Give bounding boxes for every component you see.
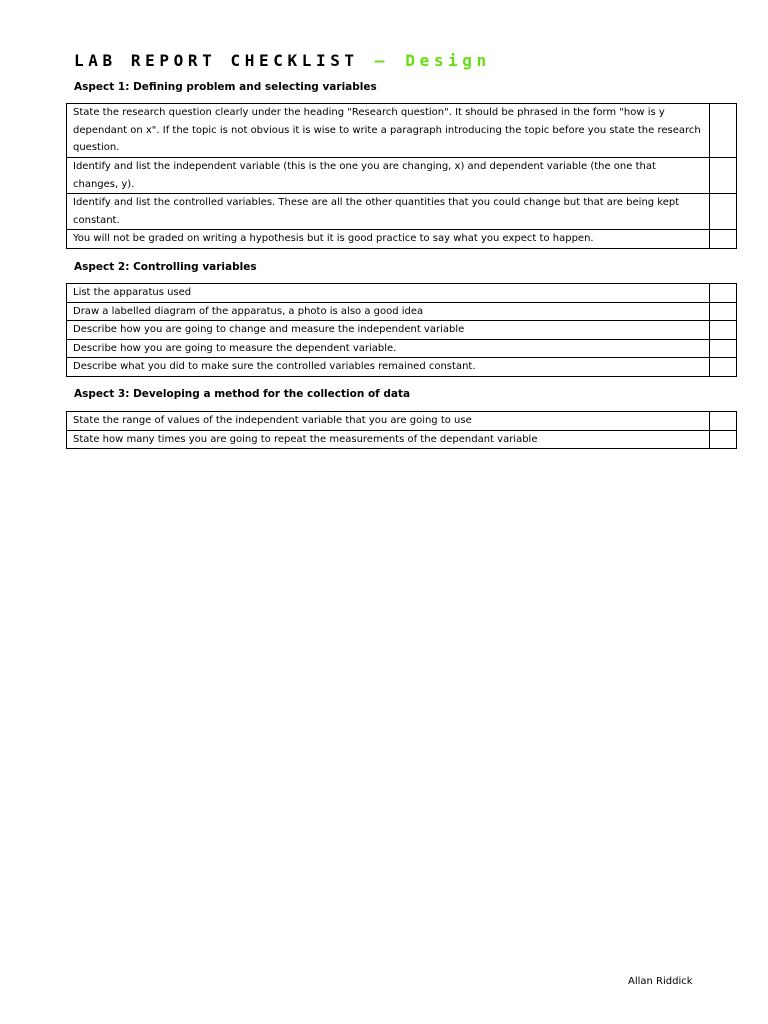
table-row bbox=[67, 339, 737, 358]
table-row bbox=[67, 284, 737, 303]
page-title bbox=[74, 51, 491, 71]
checklist-item-text: Describe how you are going to change and measure the independent variable bbox=[67, 321, 710, 340]
checklist-item-text: State how many times you are going to repeat the measurements of the dependant variable bbox=[67, 430, 710, 449]
checkbox-cell[interactable] bbox=[710, 230, 737, 249]
table-row bbox=[67, 194, 737, 230]
aspect-3-checklist bbox=[66, 411, 737, 449]
checkbox-cell[interactable] bbox=[710, 321, 737, 340]
aspect-2-heading: Aspect 2: Controlling variables bbox=[74, 261, 257, 273]
aspect-1-heading: Aspect 1: Defining problem and selecting variables bbox=[74, 81, 377, 93]
table-row bbox=[67, 104, 737, 158]
checkbox-cell[interactable] bbox=[710, 430, 737, 449]
checklist-item-text: Describe what you did to make sure the controlled variables remained constant. bbox=[67, 358, 710, 377]
checklist-item-text: Draw a labelled diagram of the apparatus, a photo is also a good idea bbox=[67, 302, 710, 321]
page-title-main: LAB REPORT CHECKLIST bbox=[74, 51, 359, 70]
author-name: Allan Riddick bbox=[628, 976, 693, 987]
checkbox-cell[interactable] bbox=[710, 104, 737, 158]
checklist-item-text: Identify and list the controlled variables. These are all the other quantities that you could change but that are being kept constant. bbox=[67, 194, 710, 230]
checkbox-cell[interactable] bbox=[710, 158, 737, 194]
checkbox-cell[interactable] bbox=[710, 339, 737, 358]
table-row bbox=[67, 230, 737, 249]
table-row bbox=[67, 158, 737, 194]
table-row bbox=[67, 302, 737, 321]
table-row bbox=[67, 430, 737, 449]
checklist-item-text: Identify and list the independent variable (this is the one you are changing, x) and dependent variable (the one that changes, y). bbox=[67, 158, 710, 194]
checkbox-cell[interactable] bbox=[710, 358, 737, 377]
table-row bbox=[67, 358, 737, 377]
table-row bbox=[67, 412, 737, 431]
aspect-1-checklist bbox=[66, 103, 737, 249]
checklist-item-text: Describe how you are going to measure the dependent variable. bbox=[67, 339, 710, 358]
checkbox-cell[interactable] bbox=[710, 194, 737, 230]
page-title-dash: – bbox=[374, 51, 390, 70]
checkbox-cell[interactable] bbox=[710, 412, 737, 431]
checklist-item-text: List the apparatus used bbox=[67, 284, 710, 303]
aspect-3-heading: Aspect 3: Developing a method for the collection of data bbox=[74, 388, 411, 400]
checkbox-cell[interactable] bbox=[710, 284, 737, 303]
aspect-2-checklist bbox=[66, 283, 737, 377]
page-title-accent: Design bbox=[405, 51, 491, 70]
table-row bbox=[67, 321, 737, 340]
checklist-item-text: State the range of values of the independent variable that you are going to use bbox=[67, 412, 710, 431]
checklist-item-text: State the research question clearly under the heading "Research question". It should be phrased in the form "how is y dependant on x". If the topic is not obvious it is wise to write a paragraph introducing the topic before you state the research question. bbox=[67, 104, 710, 158]
checkbox-cell[interactable] bbox=[710, 302, 737, 321]
checklist-item-text: You will not be graded on writing a hypothesis but it is good practice to say what you expect to happen. bbox=[67, 230, 710, 249]
